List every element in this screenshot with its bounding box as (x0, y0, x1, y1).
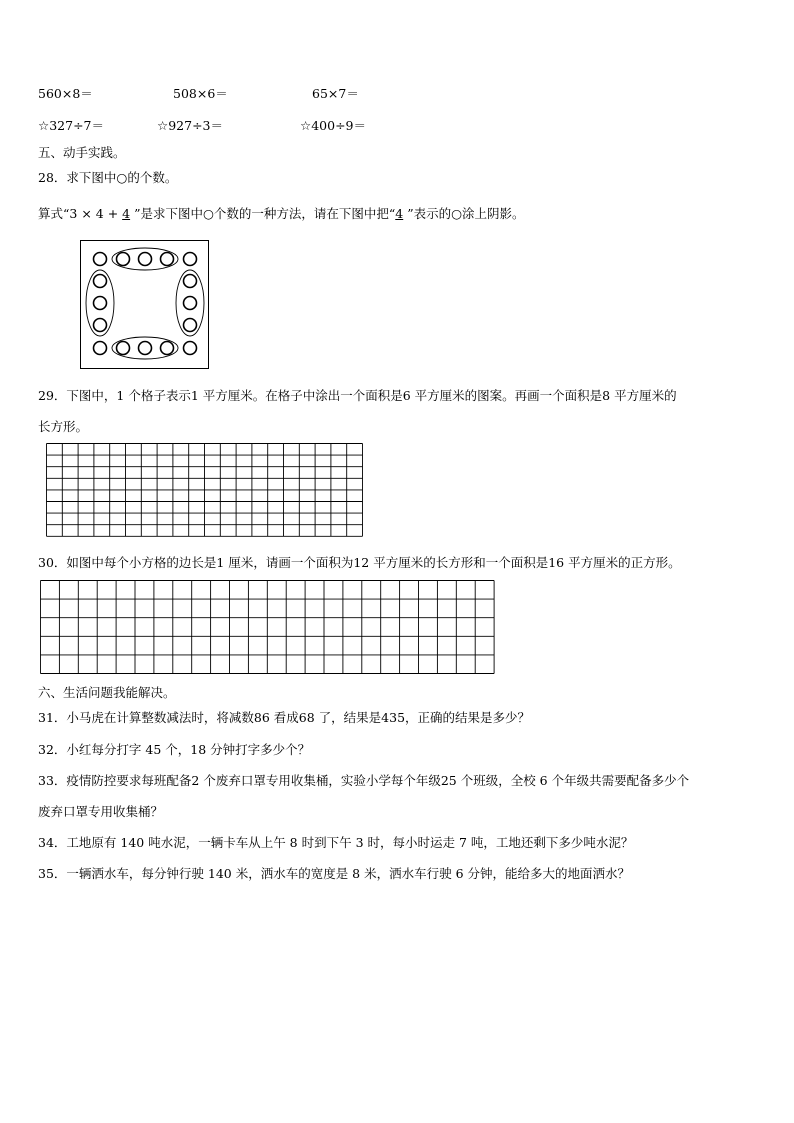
circle (184, 275, 197, 288)
circle (184, 297, 197, 310)
circles-figure (80, 240, 210, 370)
circle (94, 319, 107, 332)
q28-text-e: ”表示的○涂上阴影。 (403, 206, 525, 221)
q35-text: 35．一辆洒水车，每分钟行驶 140 米，洒水车的宽度是 8 米，洒水车行驶 6 分钟，能给多大的地面洒水？ (38, 866, 631, 881)
q32-text: 32．小红每分打字 45 个，18 分钟打字多少个？ (38, 742, 311, 757)
q33-line2: 废弃口罩专用收集桶？ (38, 804, 164, 819)
q28-instruction (38, 204, 525, 222)
expr-327div7: ☆327÷7＝ (38, 118, 104, 133)
circle (161, 342, 174, 355)
grid-q30[interactable] (40, 580, 496, 674)
circle (117, 342, 130, 355)
circle (94, 253, 107, 266)
circle (94, 297, 107, 310)
q31-text: 31．小马虎在计算整数减法时，将减数86 看成68 了，结果是435，正确的结果是多少？ (38, 710, 531, 725)
q28-underlined-4b: 4 (395, 206, 404, 221)
section-6-title: 六、生活问题我能解决。 (38, 685, 176, 700)
q34-text: 34．工地原有 140 吨水泥，一辆卡车从上午 8 时到下午 3 时，每小时运走 7 吨，工地还剩下多少吨水泥？ (38, 835, 634, 850)
circle (139, 342, 152, 355)
q28-underlined-4a: 4 (122, 206, 131, 221)
expr-65x7: 65×7＝ (312, 86, 359, 101)
circle (94, 342, 107, 355)
circle (117, 253, 130, 266)
circle (184, 319, 197, 332)
circle (94, 275, 107, 288)
expr-927div3: ☆927÷3＝ (157, 118, 223, 133)
circle (139, 253, 152, 266)
section-5-title: 五、动手实践。 (38, 145, 126, 160)
circle (161, 253, 174, 266)
circle (184, 253, 197, 266)
q28-text-a: 算式“3 × 4 + (38, 206, 123, 221)
grid-q29[interactable] (46, 443, 364, 537)
expr-560x8: 560×8＝ (38, 86, 93, 101)
q28-text-c: ”是求下图中○个数的一种方法，请在下图中把“ (130, 206, 396, 221)
expr-508x6: 508×6＝ (173, 86, 228, 101)
q33-line1: 33．疫情防控要求每班配备2 个废弃口罩专用收集桶，实验小学每个年级25 个班级，全校 6 个年级共需要配备多少个 (38, 773, 690, 788)
q29-line2: 长方形。 (38, 419, 89, 434)
circle (184, 342, 197, 355)
expr-400div9: ☆400÷9＝ (300, 118, 366, 133)
q30-text: 30．如图中每个小方格的边长是1 厘米，请画一个面积为12 平方厘米的长方形和一个面积是16 平方厘米的正方形。 (38, 555, 681, 570)
q29-line1: 29．下图中，1 个格子表示1 平方厘米。在格子中涂出一个面积是6 平方厘米的图案。再画一个面积是8 平方厘米的 (38, 388, 677, 403)
q28-title: 28．求下图中○的个数。 (38, 170, 178, 185)
